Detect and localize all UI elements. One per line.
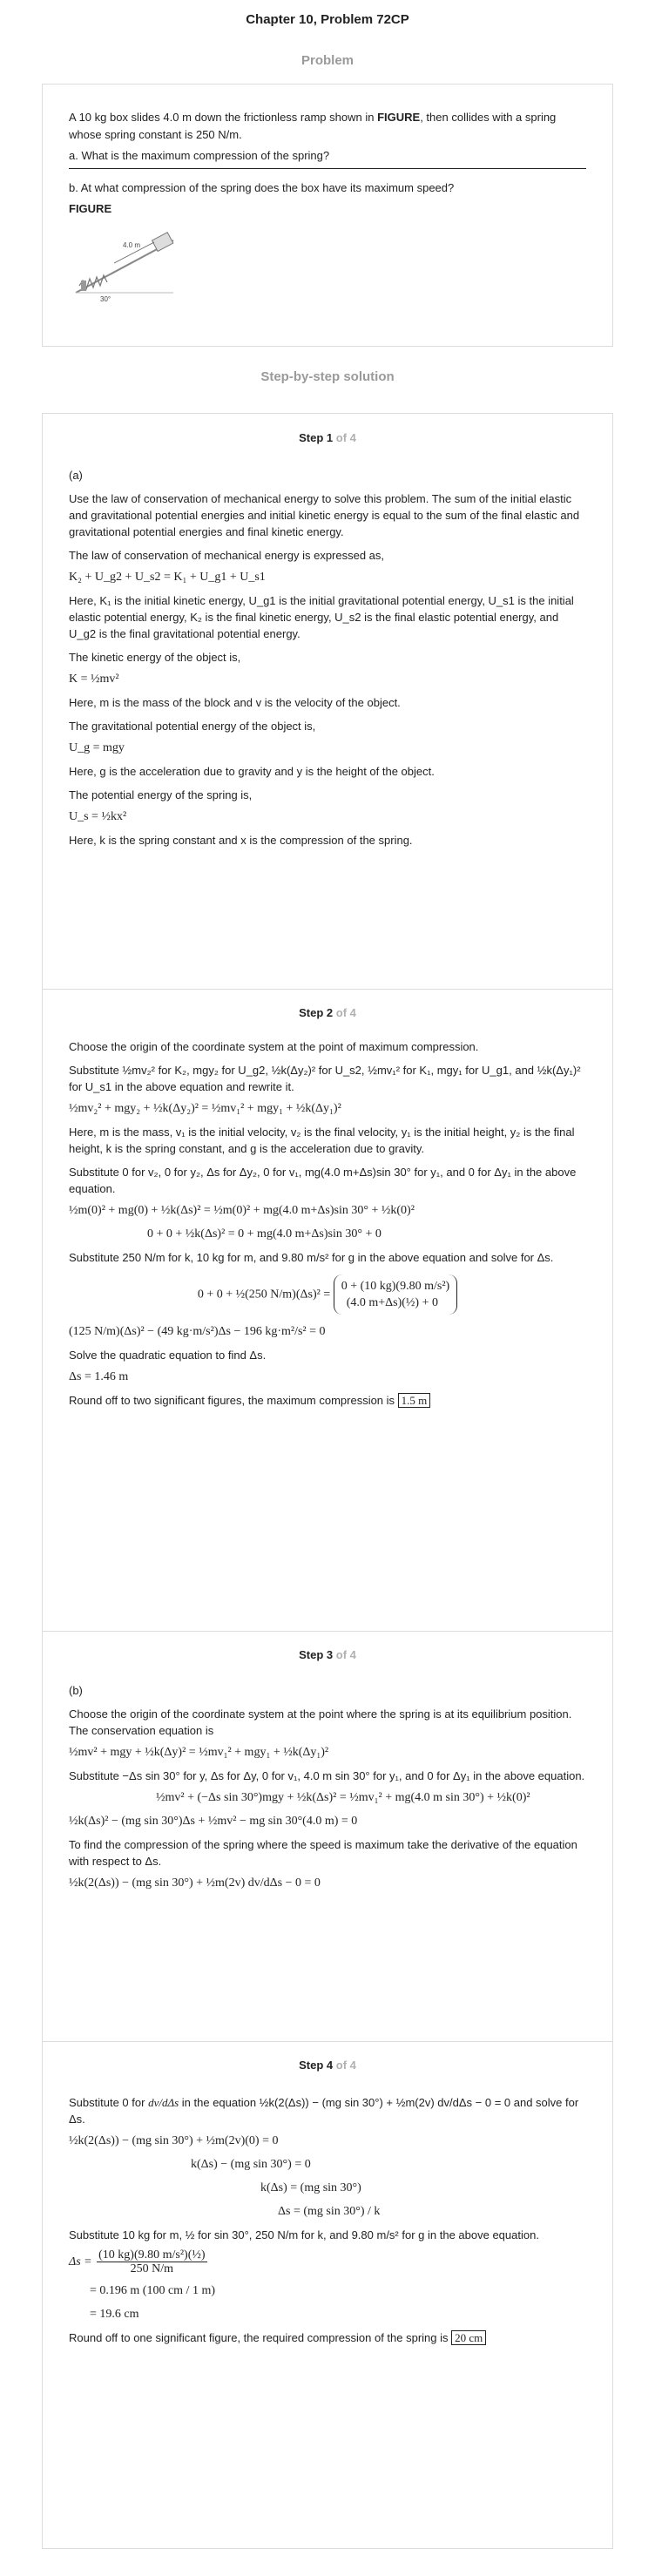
step-2-answer-text: Round off to two significant figures, the maximum compression is 1.5 m	[69, 1392, 586, 1409]
step-4-numerator: (10 kg)(9.80 m/s²)(½)	[98, 2248, 206, 2262]
step-2-equation: Δs = 1.46 m	[69, 1370, 129, 1383]
step-1-text: Here, K₁ is the initial kinetic energy, U_g1 is the initial gravitational potential energy, U_s1 is the initial elastic potential energy, K₂ is the final kinetic energy, U_s2 is the final elastic potential energy, and U_g2 is the final gravitational potential energy.	[69, 594, 574, 640]
step-3-text: Substitute −Δs sin 30° for y, Δs for Δy, 0 for v₁, 4.0 m sin 30° for y₁, and 0 for Δy₁ in the above equation.	[69, 1769, 585, 1782]
step-4-title: Step 4 of 4	[299, 2059, 356, 2072]
step-2-title: Step 2 of 4	[299, 1006, 356, 1019]
step-1-text: Here, m is the mass of the block and v is the velocity of the object.	[69, 696, 401, 709]
step-3	[43, 1631, 612, 1898]
step-3-text: Choose the origin of the coordinate system at the point where the spring is at its equilibrium position. The conservation equation is	[69, 1707, 572, 1737]
problem-header: Problem	[300, 53, 354, 68]
problem-figure-ref: FIGURE	[377, 111, 421, 124]
step-2-text: Choose the origin of the coordinate system at the point of maximum compression.	[69, 1040, 479, 1053]
step-2-text: Solve the quadratic equation to find Δs.	[69, 1349, 267, 1362]
step-4-answer: 20 cm	[451, 2330, 486, 2345]
step-2-text: Substitute 250 N/m for k, 10 kg for m, and 9.80 m/s² for g in the above equation and solve for Δs.	[69, 1251, 554, 1264]
step-3-equation: ½mv² + mgy + ½k(Δy)² = ½mv₁² + mgy₁ + ½k(Δy₁)²	[69, 1746, 329, 1759]
problem-intro: A 10 kg box slides 4.0 m down the frictionless ramp shown in FIGURE, then collides with a spring whose spring constant is 250 N/m.	[69, 111, 557, 141]
step-1-text: Here, g is the acceleration due to gravity and y is the height of the object.	[69, 765, 435, 778]
step-4-equation: k(Δs) − (mg sin 30°) = 0	[191, 2158, 311, 2171]
step-4-equation: ½k(2(Δs)) − (mg sin 30°) + ½m(2v)(0) = 0	[69, 2134, 279, 2147]
box-icon	[152, 233, 173, 252]
step-1-text: Use the law of conservation of mechanical energy to solve this problem. The sum of the initial elastic and gravitational potential energies and initial kinetic energy is equal to the sum of the final elastic and gravitational potential energies and final kinetic energy.	[69, 492, 580, 538]
step-4-answer-text: Round off to one significant figure, the required compression of the spring is 20 cm	[69, 2329, 586, 2346]
figure-length-label: 4.0 m	[123, 241, 141, 249]
figure-label: FIGURE	[69, 202, 112, 215]
step-4	[43, 2041, 612, 2350]
step-1-equation: K = ½mv²	[69, 673, 119, 686]
divider	[69, 168, 586, 169]
step-2-text: Here, m is the mass, v₁ is the initial velocity, v₂ is the final velocity, y₁ is the initial height, y₂ is the final height, k is the spring constant, and g is the acceleration due to gravity.	[69, 1126, 575, 1155]
step-1-equation: K₂ + U_g2 + U_s2 = K₁ + U_g1 + U_s1	[69, 571, 266, 584]
step-4-equation: = 19.6 cm	[90, 2308, 139, 2321]
solution-card	[42, 413, 613, 2549]
step-2-equation: ½mv₂² + mgy₂ + ½k(Δy₂)² = ½mv₁² + mgy₁ + ½k(Δy₁)²	[69, 1102, 341, 1115]
page-title: Chapter 10, Problem 72CP	[246, 12, 409, 27]
figure-angle-label: 30°	[100, 295, 111, 303]
problem-part-a: a. What is the maximum compression of the spring?	[69, 149, 330, 162]
step-2-matrix-equation: 0 + 0 + ½(250 N/m)(Δs)² = 0 + (10 kg)(9.80 m/s²) (4.0 m+Δs)(½) + 0	[69, 1274, 586, 1315]
step-4-equation: Δs = (mg sin 30°) / k	[278, 2205, 381, 2218]
step-3-title: Step 3 of 4	[299, 1648, 356, 1661]
step-2-text: Substitute 0 for v₂, 0 for y₂, Δs for Δy₂, 0 for v₁, mg(4.0 m+Δs)sin 30° for y₁, and 0 for Δy₁ in the above equation.	[69, 1166, 577, 1195]
step-3-equation: ½k(2(Δs)) − (mg sin 30°) + ½m(2v) dv/dΔs − 0 = 0	[69, 1876, 321, 1890]
problem-part-b: b. At what compression of the spring does the box have its maximum speed?	[69, 181, 455, 194]
step-1-text: The potential energy of the spring is,	[69, 788, 253, 801]
step-2-answer: 1.5 m	[398, 1393, 431, 1408]
step-3-equation: ½k(Δs)² − (mg sin 30°)Δs + ½mv² − mg sin 30°(4.0 m) = 0	[69, 1815, 358, 1828]
step-4-text: Substitute 0 for dv/dΔs in the equation ½k(2(Δs)) − (mg sin 30°) + ½m(2v) dv/dΔs − 0 = 0 and solve for Δs.	[69, 2096, 579, 2126]
step-1-text: The gravitational potential energy of the object is,	[69, 720, 316, 733]
step-1-equation: U_s = ½kx²	[69, 810, 127, 823]
step-1-text: Here, k is the spring constant and x is the compression of the spring.	[69, 834, 413, 847]
step-4-equation: = 0.196 m (100 cm / 1 m)	[90, 2284, 215, 2297]
step-1-text: The kinetic energy of the object is,	[69, 651, 241, 664]
step-2-equation: 0 + 0 + ½k(Δs)² = 0 + mg(4.0 m+Δs)sin 30° + 0	[147, 1227, 382, 1241]
step-4-fraction-equation: Δs = $\frac{\text{(10 kg)(9.80 m/s²)(½)}}{250 N/m}$	[69, 2248, 206, 2275]
step-1-part: (a)	[69, 469, 83, 482]
solution-header: Step-by-step solution	[260, 369, 395, 384]
ramp-figure	[71, 225, 192, 303]
step-3-text: To find the compression of the spring where the speed is maximum take the derivative of the equation with respect to Δs.	[69, 1838, 577, 1868]
step-1-equation: U_g = mgy	[69, 741, 125, 754]
step-1-text: The law of conservation of mechanical energy is expressed as,	[69, 549, 385, 562]
step-4-text: Substitute 10 kg for m, ½ for sin 30°, 250 N/m for k, and 9.80 m/s² for g in the above equation.	[69, 2228, 539, 2241]
step-1	[43, 414, 612, 852]
step-1-title: Step 1 of 4	[299, 431, 356, 444]
step-4-equation: k(Δs) = (mg sin 30°)	[260, 2181, 361, 2194]
step-2-equation: ½m(0)² + mg(0) + ½k(Δs)² = ½m(0)² + mg(4.0 m+Δs)sin 30° + ½k(0)²	[69, 1204, 415, 1217]
step-4-denominator: 250 N/m	[130, 2262, 174, 2275]
step-2-text: Substitute ½mv₂² for K₂, mgy₂ for U_g2, ½k(Δy₂)² for U_s2, ½mv₁² for K₁, mgy₁ for U_g1, and ½k(Δy₁)² for U_s1 in the above equation and rewrite it.	[69, 1064, 581, 1093]
step-3-equation: ½mv² + (−Δs sin 30°)mgy + ½k(Δs)² = ½mv₁² + mg(4.0 m sin 30°) + ½k(0)²	[156, 1791, 530, 1804]
step-3-part: (b)	[69, 1684, 83, 1697]
problem-card	[42, 84, 613, 347]
step-2-equation: (125 N/m)(Δs)² − (49 kg·m/s²)Δs − 196 kg·m²/s² = 0	[69, 1325, 326, 1338]
step-2	[43, 989, 612, 1412]
